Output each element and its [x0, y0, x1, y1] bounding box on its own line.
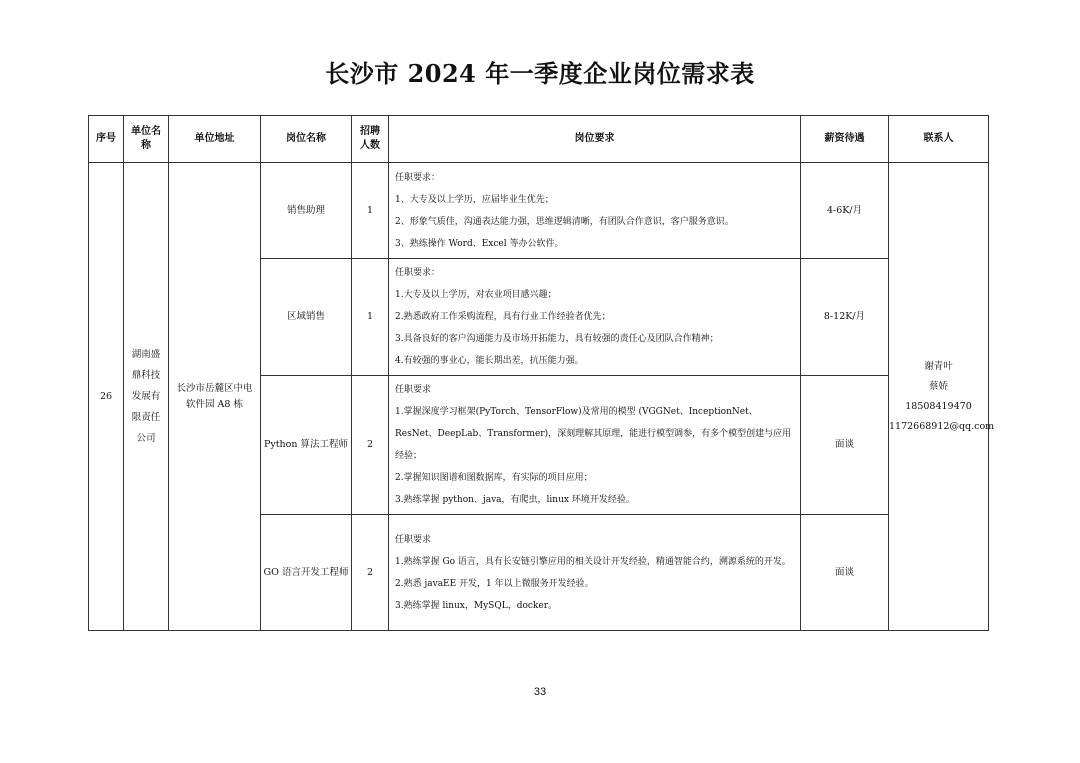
company-address: 长沙市岳麓区中电软件园 A8 栋 — [169, 163, 261, 631]
header-seq: 序号 — [89, 116, 124, 163]
header-contact: 联系人 — [889, 116, 989, 163]
position-requirements: 任职要求： 1、大专及以上学历，应届毕业生优先； 2、形象气质佳，沟通表达能力强，思维逻辑清晰，有团队合作意识，客户服务意识。 3、熟练操作 Word、Excel 等办公软件。 — [389, 163, 801, 259]
company-seq: 26 — [89, 163, 124, 631]
header-salary: 薪资待遇 — [801, 116, 889, 163]
position-name: Python 算法工程师 — [261, 376, 352, 515]
job-demand-table — [88, 115, 995, 631]
header-position: 岗位名称 — [261, 116, 352, 163]
header-row — [89, 116, 989, 163]
position-salary: 面谈 — [801, 376, 889, 515]
position-name: 销售助理 — [261, 163, 352, 259]
position-count: 2 — [352, 515, 389, 631]
position-salary: 4-6K/月 — [801, 163, 889, 259]
header-requirements: 岗位要求 — [389, 116, 801, 163]
company-contact: 谢青叶 蔡娇 18508419470 1172668912@qq.com — [889, 163, 989, 631]
position-requirements: 任职要求 1.掌握深度学习框架(PyTorch、TensorFlow)及常用的模型 (VGGNet、InceptionNet、ResNet、DeepLab、Transformer)，深刻理解其原理，能进行模型调参，有多个模型创建与应用经验； 2.掌握知识图谱和图数据库，有实际的项目应用； 3.熟练掌握 python、java，有爬虫，linux 环境开发经验。 — [389, 376, 801, 515]
position-salary: 8-12K/月 — [801, 259, 889, 376]
position-salary: 面谈 — [801, 515, 889, 631]
header-headcount: 招聘人数 — [352, 116, 389, 163]
position-name: 区域销售 — [261, 259, 352, 376]
position-count: 1 — [352, 163, 389, 259]
position-count: 2 — [352, 376, 389, 515]
table-row — [89, 163, 989, 259]
page-number: 33 — [533, 686, 547, 698]
position-requirements: 任职要求： 1.大专及以上学历，对农业项目感兴趣； 2.熟悉政府工作采购流程，具有行业工作经验者优先； 3.具备良好的客户沟通能力及市场开拓能力，具有较强的责任心及团队合作精神； 4.有较强的事业心，能长期出差，抗压能力强。 — [389, 259, 801, 376]
position-name: GO 语言开发工程师 — [261, 515, 352, 631]
company-name: 湖南盛鼎科技发展有限责任公司 — [124, 163, 169, 631]
header-unit-address: 单位地址 — [169, 116, 261, 163]
header-unit-name: 单位名称 — [124, 116, 169, 163]
position-requirements: 任职要求 1.熟练掌握 Go 语言，具有长安链引擎应用的相关设计开发经验，精通智能合约，溯源系统的开发。 2.熟悉 javaEE 开发，1 年以上微服务开发经验。 3.熟练掌握 linux，MySQL，docker。 — [389, 515, 801, 631]
page-title: 长沙市 2024 年一季度企业岗位需求表 — [325, 59, 755, 88]
position-count: 1 — [352, 259, 389, 376]
